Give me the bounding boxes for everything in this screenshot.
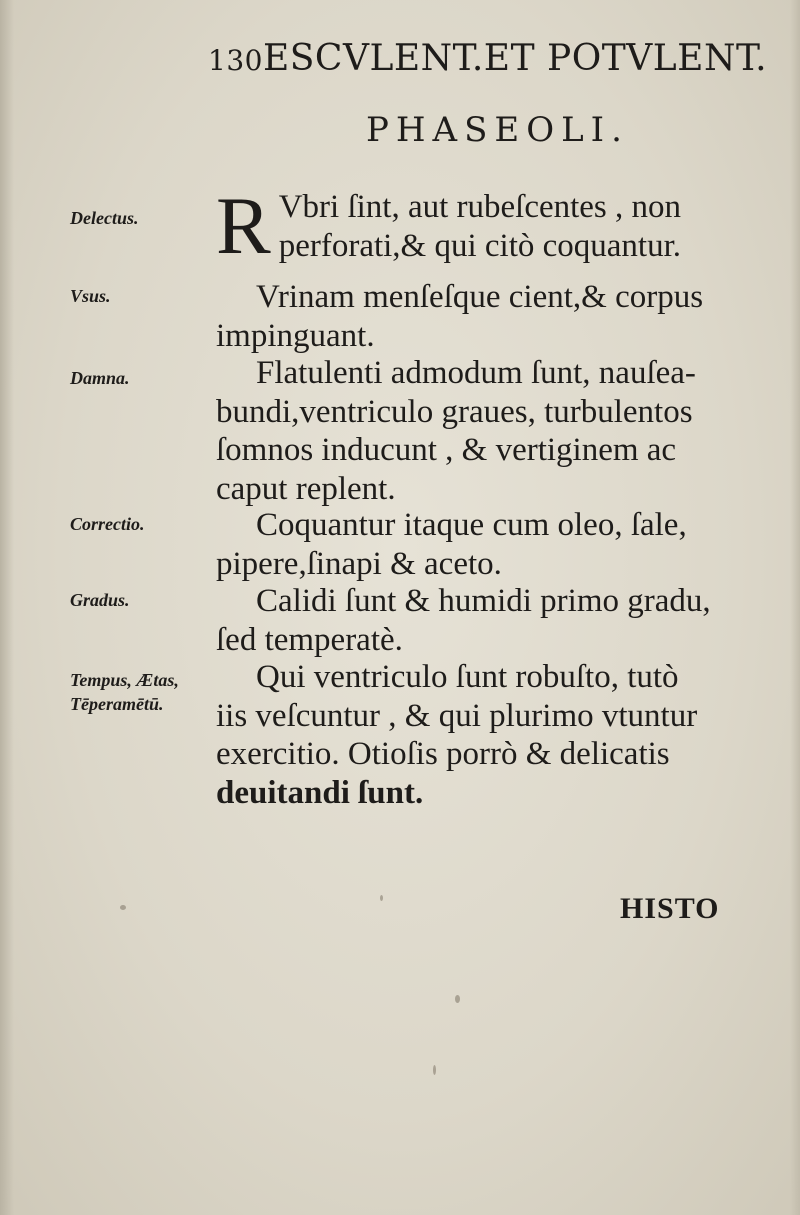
running-title: ESCVLENT.ET POTVLENT. [262, 38, 768, 79]
margin-note-damna: Damna. [70, 368, 130, 388]
page-edge-shadow [790, 0, 800, 1215]
text-line: ſomnos inducunt , & vertiginem ac [216, 432, 677, 468]
paragraph-5 [216, 582, 788, 659]
text-line: exercitio. Otioſis porrò & delicatis [216, 736, 670, 772]
drop-cap: R [216, 180, 271, 271]
ink-speck [433, 1065, 436, 1075]
text-line: pipere,ſinapi & aceto. [216, 545, 502, 582]
text-line: Vbri ſint, aut rubeſcentes , non [278, 189, 682, 225]
margin-note-delectus: Delectus. [70, 208, 139, 228]
margin-note-tempus: Tempus, Ætas, Tēperamētū. [70, 670, 179, 714]
paragraph-6 [216, 658, 788, 812]
page-number: 130 [208, 44, 263, 77]
paragraph-3 [216, 354, 788, 508]
catchword: HISTO [620, 892, 720, 925]
ink-speck [120, 905, 126, 910]
ink-speck [455, 995, 460, 1003]
page-spine-shadow [0, 0, 14, 1215]
paragraph-1 [216, 180, 788, 271]
text-line: Calidi ſunt & humidi primo gradu, [256, 583, 711, 619]
text-line: Vrinam menſeſque cient,& corpus [256, 279, 704, 315]
text-line: iis veſcuntur , & qui plurimo vtuntur [216, 697, 698, 734]
margin-note-correctio: Correctio. [70, 514, 145, 534]
section-title: PHASEOLI. [366, 110, 629, 150]
margin-note-usus: Vsus. [70, 286, 111, 306]
text-line: ſed temperatè. [216, 621, 403, 658]
text-line: Qui ventriculo ſunt robuſto, tutò [256, 659, 679, 695]
running-head [208, 38, 788, 79]
ink-speck [380, 895, 383, 901]
text-line: bundi,ventriculo graues, turbulentos [216, 393, 693, 430]
paragraph-4 [216, 506, 788, 583]
text-line: deuitandi ſunt. [216, 774, 424, 811]
text-line: Flatulenti admodum ſunt, nauſea- [256, 355, 696, 391]
text-line: caput replent. [216, 470, 396, 507]
text-line: impinguant. [216, 317, 375, 354]
paragraph-2 [216, 278, 788, 355]
text-line: Coquantur itaque cum oleo, ſale, [256, 507, 687, 543]
text-line: perforati,& qui citò coquantur. [278, 227, 682, 264]
margin-note-gradus: Gradus. [70, 590, 130, 610]
